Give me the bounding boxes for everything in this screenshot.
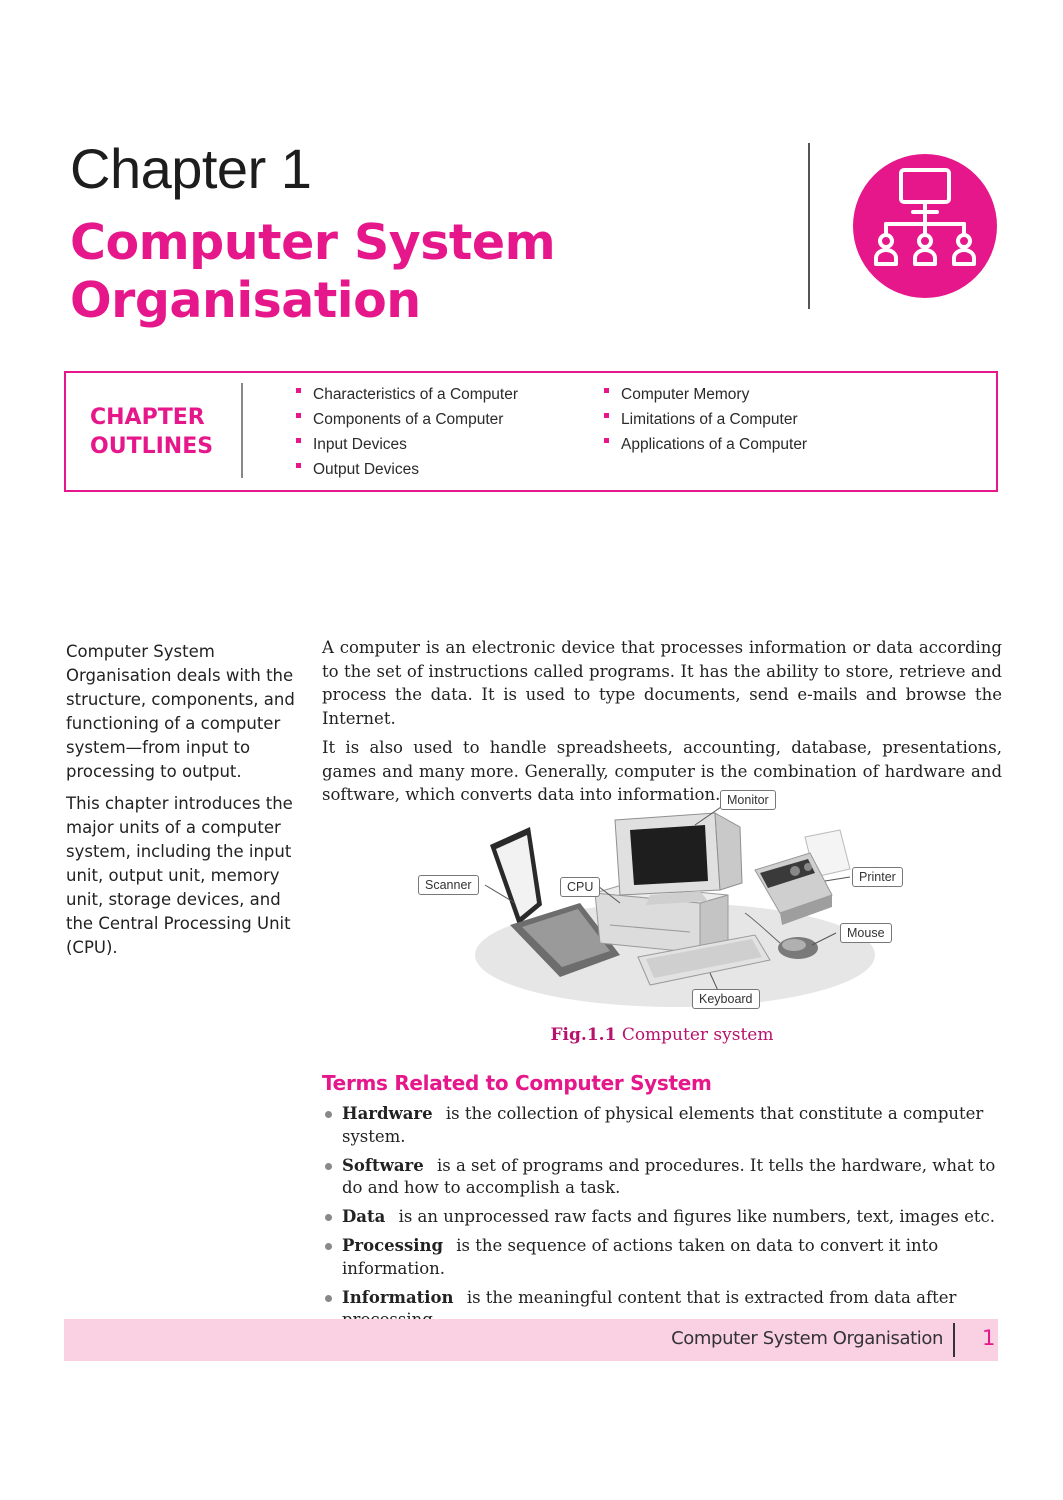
term-item [322, 1155, 1002, 1200]
computer-system-illustration [410, 785, 910, 1013]
sidebar-paragraph: This chapter introduces the major units of a computer system, including the input unit, output unit, memory unit, storage devices, and the Central Processing Unit (CPU). [66, 794, 293, 957]
figure-caption [322, 1025, 1002, 1045]
scanner-callout: Scanner [418, 875, 479, 895]
term-name: Software [342, 1155, 424, 1175]
outline-item: Applications of a Computer [604, 432, 807, 457]
term-name: Hardware [342, 1104, 433, 1123]
outline-item: Limitations of a Computer [604, 407, 807, 432]
cpu-callout: CPU [560, 877, 600, 897]
outline-item: Output Devices [296, 457, 518, 482]
outline-heading: CHAPTER OUTLINES [90, 405, 214, 459]
keyboard-callout: Keyboard [692, 989, 760, 1009]
monitor-illustration [615, 813, 742, 905]
chapter-label: Chapter 1 [70, 137, 312, 200]
term-item [322, 1235, 1002, 1280]
outline-item: Computer Memory [604, 382, 807, 407]
term-name: Data [342, 1207, 386, 1226]
term-definition: is the meaningful content that is extracted from data after [466, 1287, 957, 1307]
term-name: Processing [342, 1236, 444, 1255]
term-definition: is the sequence of actions taken on data to convert it into information. [342, 1236, 939, 1278]
term-item [322, 1206, 1002, 1229]
sidebar-paragraph: Computer System Organisation deals with the structure, components, and functioning of a computer system—from input to processing to output. [66, 642, 295, 781]
printer-callout: Printer [852, 867, 903, 887]
terms-heading: Terms Related to Computer System [322, 1071, 712, 1095]
term-definition: is the collection of physical elements that constitute a computer system. [342, 1104, 984, 1146]
page-number: 1 [982, 1326, 996, 1350]
mouse-callout: Mouse [840, 923, 892, 943]
computer-system-figure [410, 785, 910, 1013]
footer-title: Computer System Organisation [671, 1328, 943, 1349]
monitor-callout: Monitor [720, 790, 776, 810]
terms-list [322, 1103, 1002, 1338]
term-name: Information [342, 1287, 454, 1307]
header-divider [808, 143, 810, 309]
outline-divider [241, 383, 243, 478]
figure-caption-text: Computer system [621, 1025, 774, 1045]
outline-list-right [604, 382, 807, 457]
outline-item: Input Devices [296, 432, 518, 457]
body-paragraph: A computer is an electronic device that processes information or data according to the set of instructions called programs. It has the ability to store, retrieve and process the data. It is used to type documents, send e-mails and browse the Internet. [322, 638, 1002, 728]
computer-network-icon [853, 154, 997, 298]
chapter-title: Computer System Organisation [70, 214, 556, 329]
outline-item: Components of a Computer [296, 407, 518, 432]
figure-number: Fig.1.1 [550, 1025, 617, 1045]
term-definition: is a set of programs and procedures. It tells the hardware, what to do and how to accomplish a task. [342, 1155, 996, 1197]
footer-divider [953, 1323, 955, 1357]
term-item [322, 1103, 1002, 1148]
body-paragraph: It is also used to handle spreadsheets, accounting, database, presentations, games and many more. Generally, computer is the combination of hardware and software, which converts data into information. [322, 738, 1002, 804]
term-definition: is an unprocessed raw facts and figures like numbers, text, images etc. [398, 1207, 995, 1226]
sidebar-summary [66, 640, 298, 968]
outline-item: Characteristics of a Computer [296, 382, 518, 407]
outline-list-left [296, 382, 518, 482]
